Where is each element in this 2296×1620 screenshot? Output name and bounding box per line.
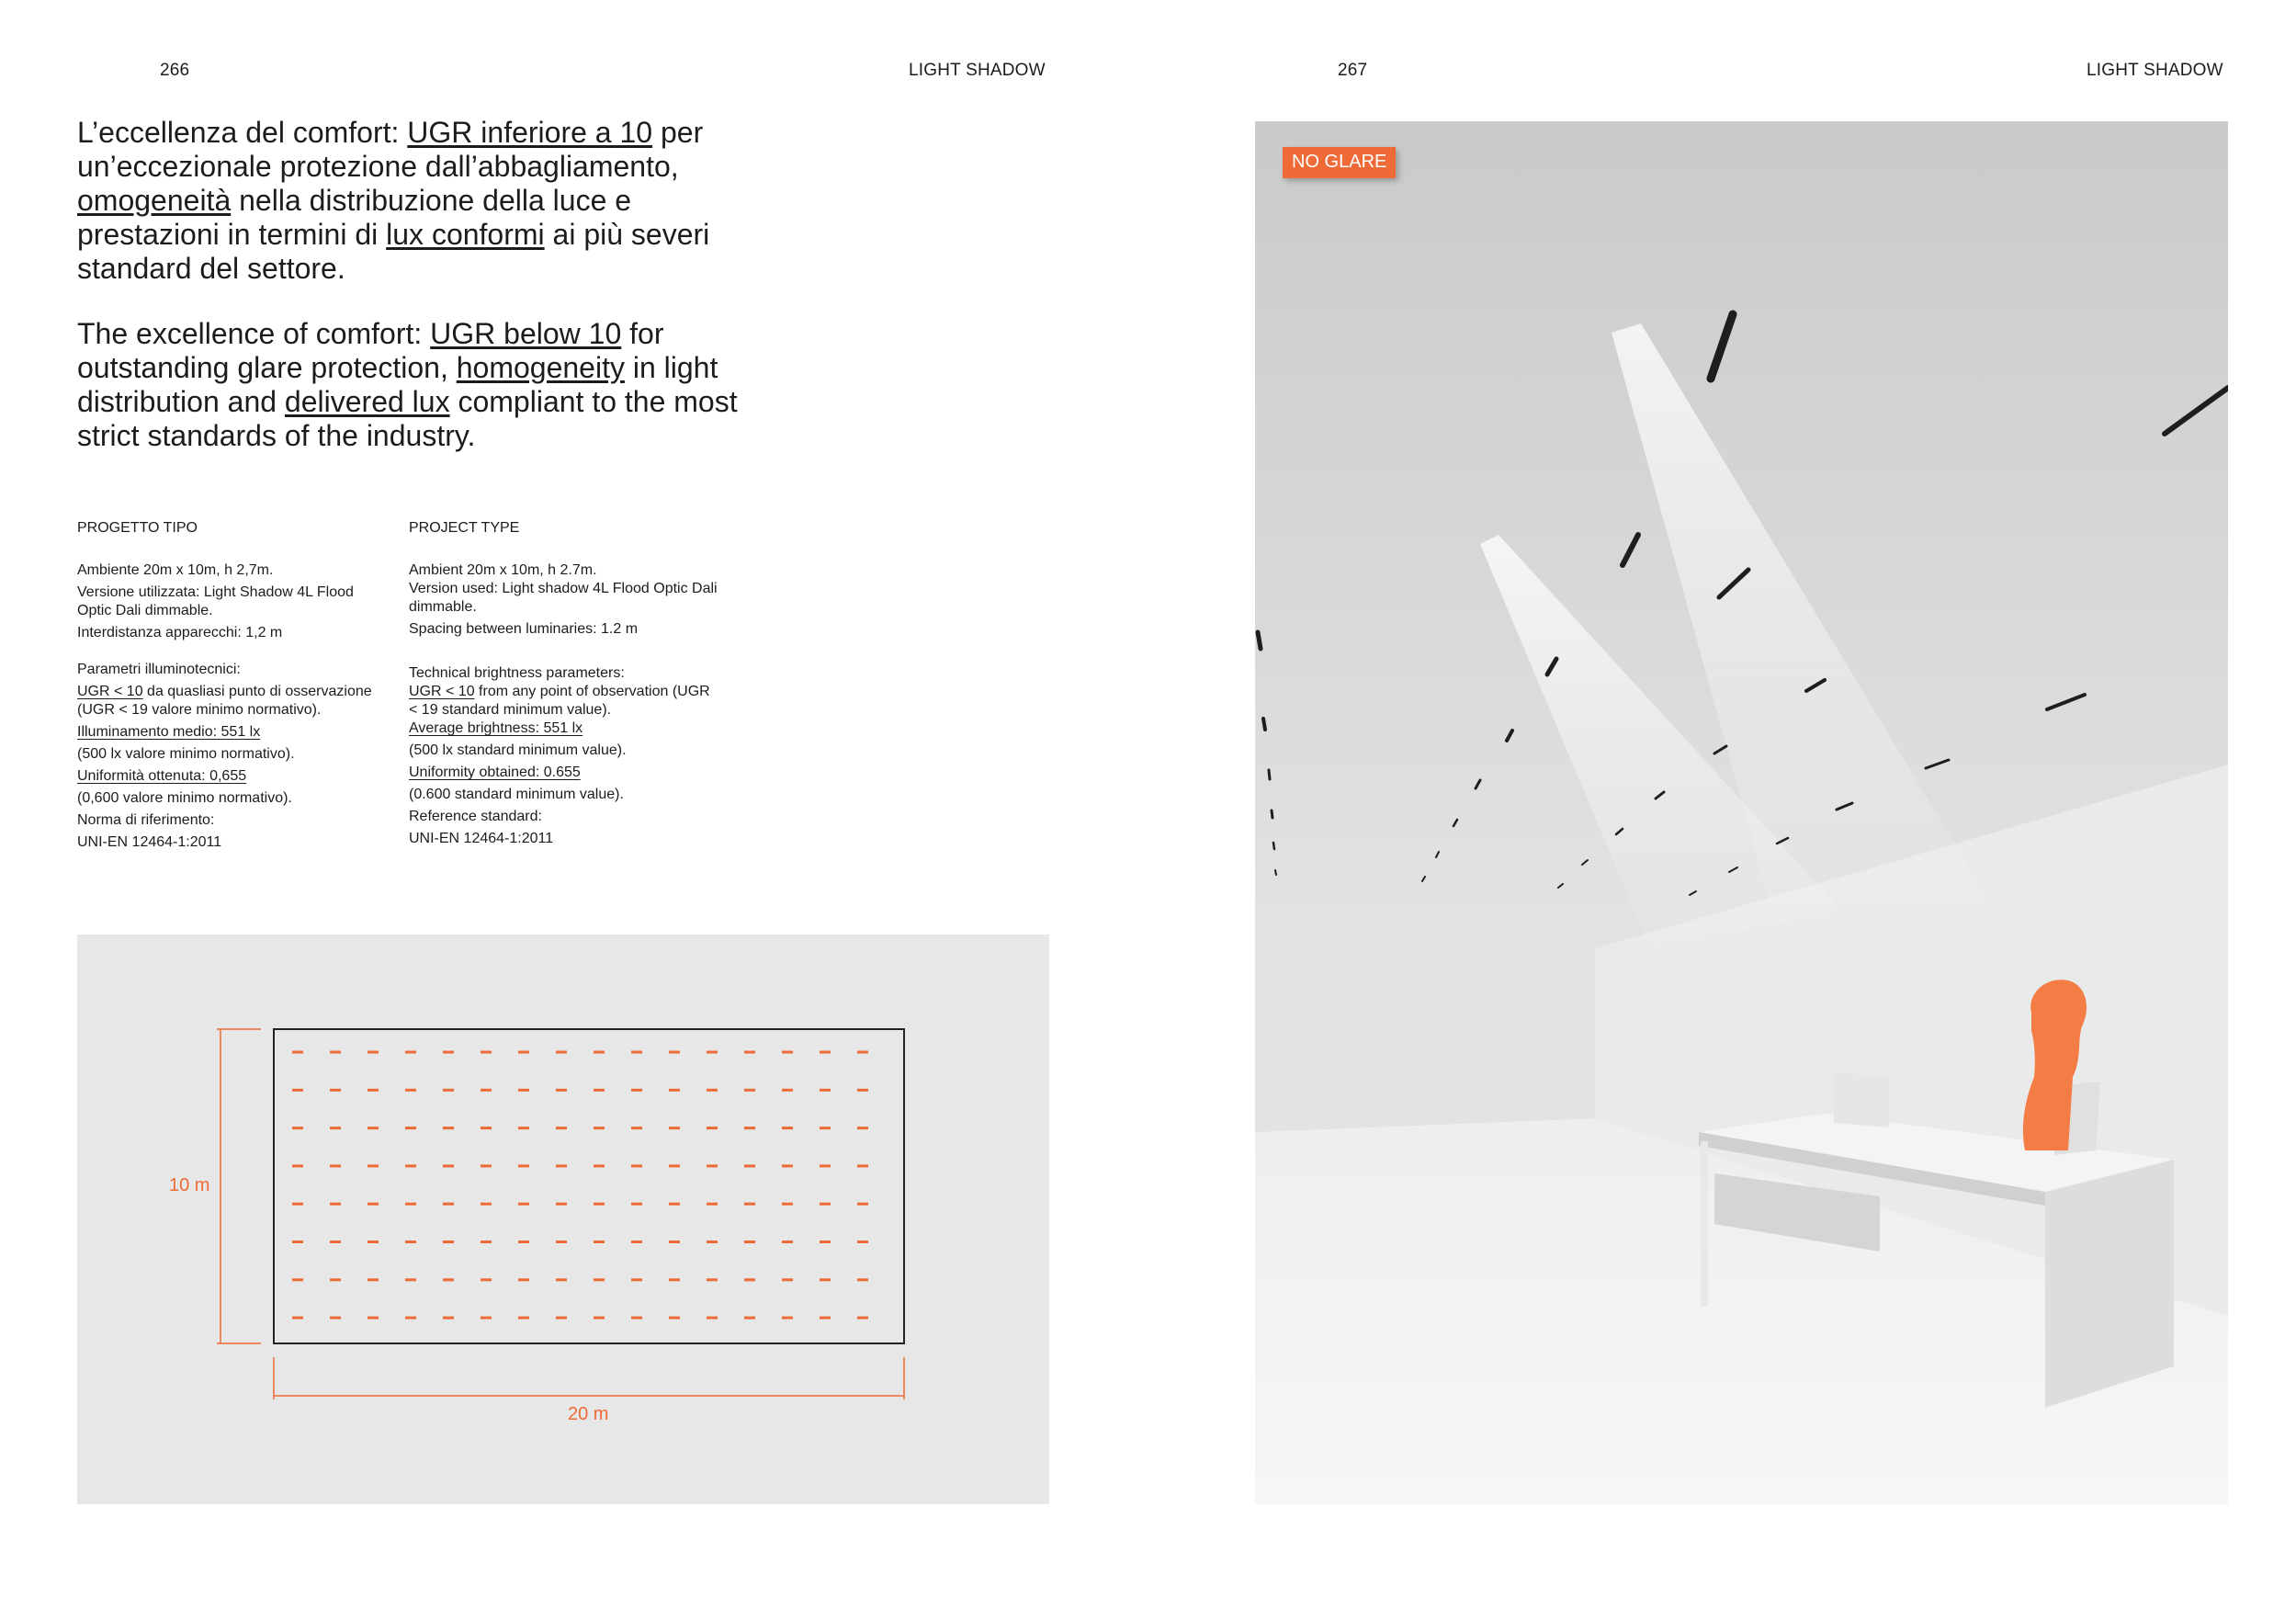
desk-side <box>2045 1160 2174 1408</box>
height-label: 10 m <box>169 1175 210 1195</box>
spec-heading: PROGETTO TIPO <box>77 520 198 536</box>
intro-text: for outstanding glare protection, <box>77 317 664 384</box>
spec-illuminance: Illuminamento medio: 551 lx <box>77 724 261 740</box>
room-outline <box>274 1029 904 1343</box>
intro-text: compliant to the most strict standards of the industry. <box>77 385 738 452</box>
spec-uniformity-note: (0.600 standard minimum value). <box>409 787 624 802</box>
no-glare-badge: NO GLARE <box>1283 147 1396 178</box>
spec-version: Versione utilizzata: Light Shadow 4L Flood Optic Dali dimmable. <box>77 584 354 618</box>
spec-version: Version used: Light shadow 4L Flood Optic Dali dimmable. <box>409 581 718 615</box>
intro-text: in light distribution and <box>77 351 718 418</box>
spec-heading: PROJECT TYPE <box>409 520 520 536</box>
spec-column-italian <box>77 519 380 855</box>
spec-spacing: Interdistanza apparecchi: 1,2 m <box>77 625 283 640</box>
floor-plan-svg <box>77 935 1049 1504</box>
intro-highlight: omogeneità <box>77 184 232 217</box>
intro-italian <box>77 116 739 286</box>
office-render-svg <box>1255 121 2228 1504</box>
desk-leg <box>1701 1141 1708 1307</box>
spec-column-english <box>409 519 721 852</box>
spec-norm: UNI-EN 12464-1:2011 <box>77 834 222 850</box>
spec-spacing: Spacing between luminaries: 1.2 m <box>409 621 639 637</box>
spec-uniformity-note: (0,600 valore minimo normativo). <box>77 790 292 806</box>
spec-ambient: Ambiente 20m x 10m, h 2,7m. <box>77 562 274 578</box>
spec-params-heading: Parametri illuminotecnici: <box>77 662 241 677</box>
intro-text: The excellence of comfort: <box>77 317 431 350</box>
floor-plan-diagram <box>77 935 1049 1504</box>
spec-illuminance-note: (500 lx valore minimo normativo). <box>77 746 295 762</box>
spec-params-heading: Technical brightness parameters: <box>409 665 625 681</box>
luminaire-grid <box>292 1052 868 1318</box>
spec-uniformity: Uniformità ottenuta: 0,655 <box>77 768 247 784</box>
laptop <box>1834 1072 1889 1127</box>
intro-highlight: UGR below 10 <box>430 317 622 350</box>
spec-norm-heading: Norma di riferimento: <box>77 812 215 828</box>
running-head-right: LIGHT SHADOW <box>2087 61 2223 80</box>
spec-ambient: Ambient 20m x 10m, h 2.7m. <box>409 562 597 578</box>
intro-text: L’eccellenza del comfort: <box>77 116 408 149</box>
intro-highlight: UGR inferiore a 10 <box>407 116 653 149</box>
back-wall <box>1255 930 1595 1132</box>
running-head-left: LIGHT SHADOW <box>909 61 1046 80</box>
spec-average-brightness: Average brightness: 551 lx <box>409 720 583 736</box>
spec-ugr: UGR < 10 da quasliasi punto di osservazione (UGR < 19 valore minimo normativo). <box>77 684 372 718</box>
office-render-image <box>1255 121 2228 1504</box>
intro-highlight: lux conformi <box>386 218 545 251</box>
intro-text: ai più severi standard del settore. <box>77 218 710 285</box>
spec-norm: UNI-EN 12464-1:2011 <box>409 831 554 846</box>
intro-english <box>77 317 739 453</box>
spec-ugr: UGR < 10 from any point of observation (UGR < 19 standard minimum value). <box>409 684 710 718</box>
intro-highlight: delivered lux <box>284 385 450 418</box>
page-number-right: 267 <box>1338 61 1368 80</box>
width-label: 20 m <box>568 1404 609 1424</box>
page-number-left: 266 <box>160 61 190 80</box>
intro-highlight: homogeneity <box>456 351 625 384</box>
spec-uniformity: Uniformity obtained: 0.655 <box>409 765 581 780</box>
intro-text: nella distribuzione della luce e prestazioni in termini di <box>77 184 632 251</box>
spec-average-note: (500 lx standard minimum value). <box>409 742 627 758</box>
spec-norm-heading: Reference standard: <box>409 809 542 824</box>
intro-text: per un’eccezionale protezione dall’abbagliamento, <box>77 116 704 183</box>
